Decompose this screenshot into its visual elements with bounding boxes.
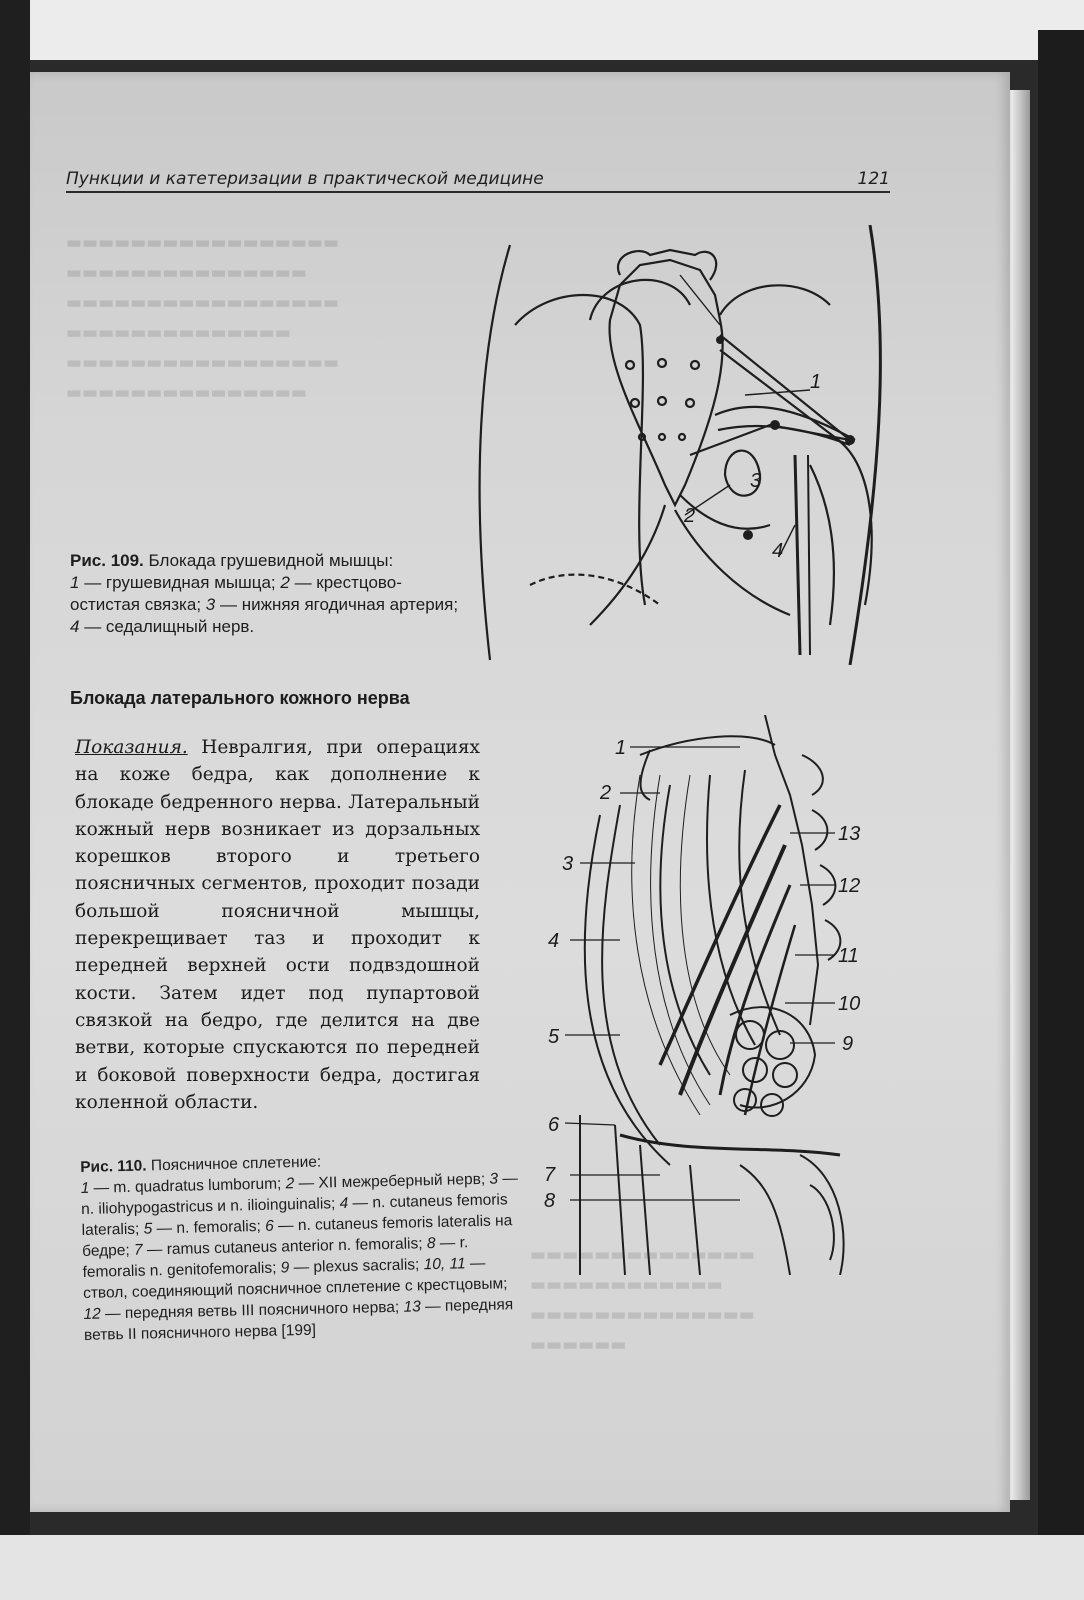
fig110-label-8: 8 <box>544 1190 556 1212</box>
fig110-caption-label: Рис. 110. <box>80 1157 147 1176</box>
fig110-item-text: — m. quadratus lumborum; <box>89 1175 286 1197</box>
fig109-item-text: — грушевидная мышца; <box>79 573 281 592</box>
fig109-caption-title: Блокада грушевидной мышцы: <box>148 551 394 570</box>
fig110-item-num: 7 <box>133 1241 143 1259</box>
fig109-label-2: 2 <box>684 505 696 527</box>
section-body <box>75 734 480 1116</box>
fig110-item-text: — XII межреберный нерв; <box>294 1170 490 1193</box>
fig110-label-3: 3 <box>562 853 574 875</box>
photo-background-top <box>0 0 1084 60</box>
show-through-text-2: ▬▬▬▬▬▬▬▬▬▬▬▬▬▬ ▬▬▬▬▬▬▬▬▬▬▬▬ ▬▬▬▬▬▬▬▬▬▬▬▬▬▬ ▬▬▬▬▬▬ <box>530 1245 755 1355</box>
fig109-caption-label: Рис. 109. <box>70 551 144 570</box>
fig110-item-num: 13 <box>403 1298 421 1316</box>
photo-background-left <box>0 0 30 1600</box>
fig109-item-num: 1 <box>70 573 80 592</box>
fig110-label-1: 1 <box>615 737 627 759</box>
fig110-item-text: — ramus cutaneus anterior n. femoralis; <box>142 1235 428 1259</box>
fig109-item-num: 3 <box>205 595 216 614</box>
show-through-text: ▬▬▬▬▬▬▬▬▬▬▬▬▬▬▬▬▬ ▬▬▬▬▬▬▬▬▬▬▬▬▬▬▬ ▬▬▬▬▬▬▬▬▬▬▬▬▬▬▬▬▬ ▬▬▬▬▬▬▬▬▬▬▬▬▬▬ ▬▬▬▬▬▬▬▬▬▬▬▬▬▬▬▬▬ ▬▬▬▬▬▬▬▬▬▬▬▬▬▬▬ <box>66 233 340 403</box>
indications-lead: Показания. <box>75 737 188 758</box>
fig110-item-num: 9 <box>280 1259 290 1277</box>
fig110-item-text: — plexus sacralis; <box>289 1256 424 1277</box>
fig110-caption-title: Поясничное сплетение: <box>150 1153 322 1175</box>
fig110-item-text: — n. cutaneus femoris lateralis на бедре; <box>81 1212 513 1260</box>
fig110-label-10: 10 <box>838 993 861 1015</box>
fig110-label-7: 7 <box>544 1164 556 1186</box>
indications-text: Невралгия, при операциях на коже бедра, как дополнение к блокаде бедренного нерва. Латеральный кожный нерв возникает из дорзальных корешков второго и третьего поясничных сегментов, проходит позади большой поясничной мышцы, перекрещивает таз и проходит к передней верхней ости подвздошной кости. Затем идет под пупартовой связкой на бедро, где делится на две ветви, которые спускаются по передней и боковой поверхности бедра, достигая коленной области. <box>75 737 480 1113</box>
fig110-label-5: 5 <box>548 1026 560 1048</box>
fig110-item-num: 3 <box>489 1170 499 1188</box>
fig109-item-num: 2 <box>280 573 290 592</box>
fig110-label-11: 11 <box>838 945 859 967</box>
fig110-item-num: 6 <box>264 1217 274 1235</box>
fig110-label-4: 4 <box>548 930 560 952</box>
page-number: 121 <box>857 169 890 189</box>
photo-background-right <box>1038 30 1084 1540</box>
fig110-item-num: 2 <box>285 1175 295 1193</box>
fig110-item-text: — передняя ветвь II поясничного нерва [199] <box>83 1296 514 1344</box>
fig110-item-num: 8 <box>426 1234 436 1253</box>
fig110-item-text: — r. femoralis n. genitofemoralis; <box>82 1234 469 1281</box>
fig110-item-text: — n. iliohypogastricus и n. ilioinguinalis; <box>80 1170 519 1218</box>
fig109-item-text: — крестцово-остистая связка; <box>70 573 402 614</box>
fig109-item-num: 4 <box>70 617 80 636</box>
fig109-label-4: 4 <box>772 540 784 562</box>
fig110-label-6: 6 <box>548 1114 560 1136</box>
figure-109-illustration <box>470 225 890 665</box>
section-heading: Блокада латерального кожного нерва <box>70 688 410 708</box>
fig110-label-2: 2 <box>600 782 612 804</box>
fig110-item-num: 12 <box>83 1305 102 1323</box>
fig110-item-num: 1 <box>80 1179 90 1197</box>
fig110-item-num: 4 <box>339 1194 349 1213</box>
fig110-label-9: 9 <box>842 1033 854 1055</box>
figure-110-illustration <box>540 715 870 1275</box>
figure-109-caption <box>70 550 460 638</box>
fig110-item-text: — n. cutaneus femoris lateralis; <box>81 1191 508 1239</box>
fig109-label-1: 1 <box>810 371 822 393</box>
fig109-label-3: 3 <box>750 470 762 492</box>
fig110-item-text: — n. femoralis; <box>152 1217 266 1238</box>
fig110-label-13: 13 <box>838 823 861 845</box>
fig110-item-text: — ствол, соединяющий поясничное сплетение с крестцовым; <box>82 1254 508 1302</box>
running-header-title: Пункции и катетеризации в практической медицине <box>66 169 544 189</box>
fig109-item-text: — седалищный нерв. <box>79 617 255 636</box>
fig110-item-num: 10, 11 <box>423 1255 466 1274</box>
fig110-item-text: — передняя ветвь III поясничного нерва; <box>100 1298 404 1323</box>
photo-background-bottom <box>0 1535 1084 1600</box>
figure-110-caption <box>80 1147 524 1346</box>
fig110-label-12: 12 <box>838 875 861 897</box>
running-header <box>66 165 890 193</box>
fig109-item-text: — нижняя ягодичная артерия; <box>215 595 459 614</box>
fig110-item-num: 5 <box>143 1220 153 1238</box>
